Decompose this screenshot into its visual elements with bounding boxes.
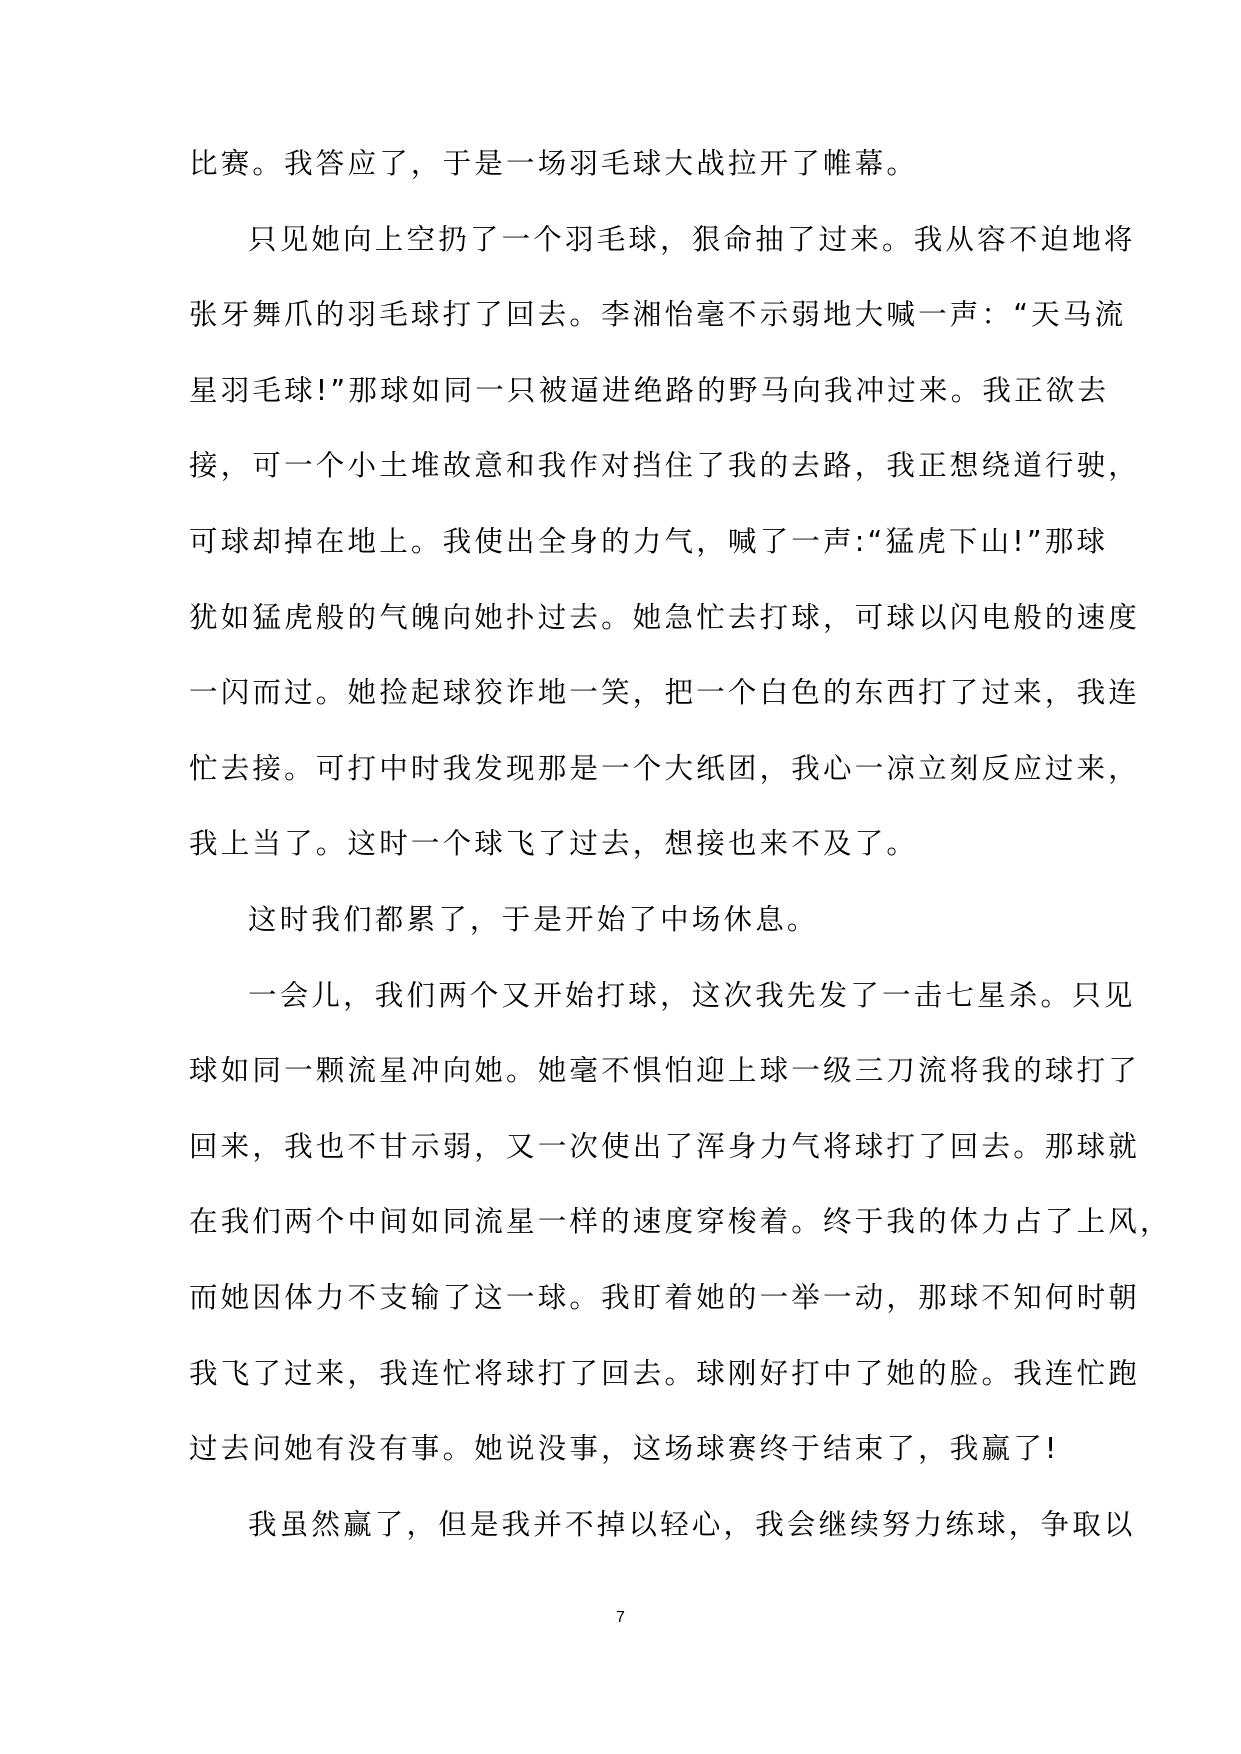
text-line: 这时我们都累了，于是开始了中场休息。: [248, 902, 819, 936]
text-line: 我虽然赢了，但是我并不掉以轻心，我会继续努力练球，争取以: [248, 1507, 1136, 1541]
text-line: 我上当了。这时一个球飞了过去，想接也来不及了。: [189, 827, 919, 861]
text-line: 接，可一个小土堆故意和我作对挡住了我的去路，我正想绕道行驶，: [189, 449, 1141, 483]
text-line: 球如同一颗流星冲向她。她毫不惧怕迎上球一级三刀流将我的球打了: [189, 1054, 1141, 1088]
text-line: 犹如猛虎般的气魄向她扑过去。她急忙去打球，可球以闪电般的速度: [189, 600, 1141, 634]
body-text: [189, 141, 1172, 1577]
text-line: 只见她向上空扔了一个羽毛球，狠命抽了过来。我从容不迫地将: [248, 222, 1136, 256]
page-number: 7: [616, 1609, 625, 1626]
text-line: 可球却掉在地上。我使出全身的力气，喊了一声:“猛虎下山!”那球: [189, 524, 1109, 558]
text-line: 星羽毛球!”那球如同一只被逼进绝路的野马向我冲过来。我正欲去: [189, 373, 1110, 407]
text-line: 回来，我也不甘示弱，又一次使出了浑身力气将球打了回去。那球就: [189, 1129, 1141, 1163]
text-line: 过去问她有没有事。她说没事，这场球赛终于结束了，我赢了!: [189, 1432, 1060, 1466]
text-line: 比赛。我答应了，于是一场羽毛球大战拉开了帷幕。: [189, 147, 919, 180]
text-line: 张牙舞爪的羽毛球打了回去。李湘怡毫不示弱地大喊一声：“天马流: [189, 298, 1127, 332]
text-line: 一闪而过。她捡起球狡诈地一笑，把一个白色的东西打了过来，我连: [189, 676, 1141, 710]
text-line: 我飞了过来，我连忙将球打了回去。球刚好打中了她的脸。我连忙跑: [189, 1356, 1141, 1390]
text-line: 忙去接。可打中时我发现那是一个大纸团，我心一凉立刻反应过来，: [189, 751, 1141, 785]
text-line: 而她因体力不支输了这一球。我盯着她的一举一动，那球不知何时朝: [189, 1280, 1141, 1314]
text-line: 在我们两个中间如同流星一样的速度穿梭着。终于我的体力占了上风，: [189, 1205, 1172, 1239]
text-line: 一会儿，我们两个又开始打球，这次我先发了一击七星杀。只见: [248, 978, 1136, 1012]
